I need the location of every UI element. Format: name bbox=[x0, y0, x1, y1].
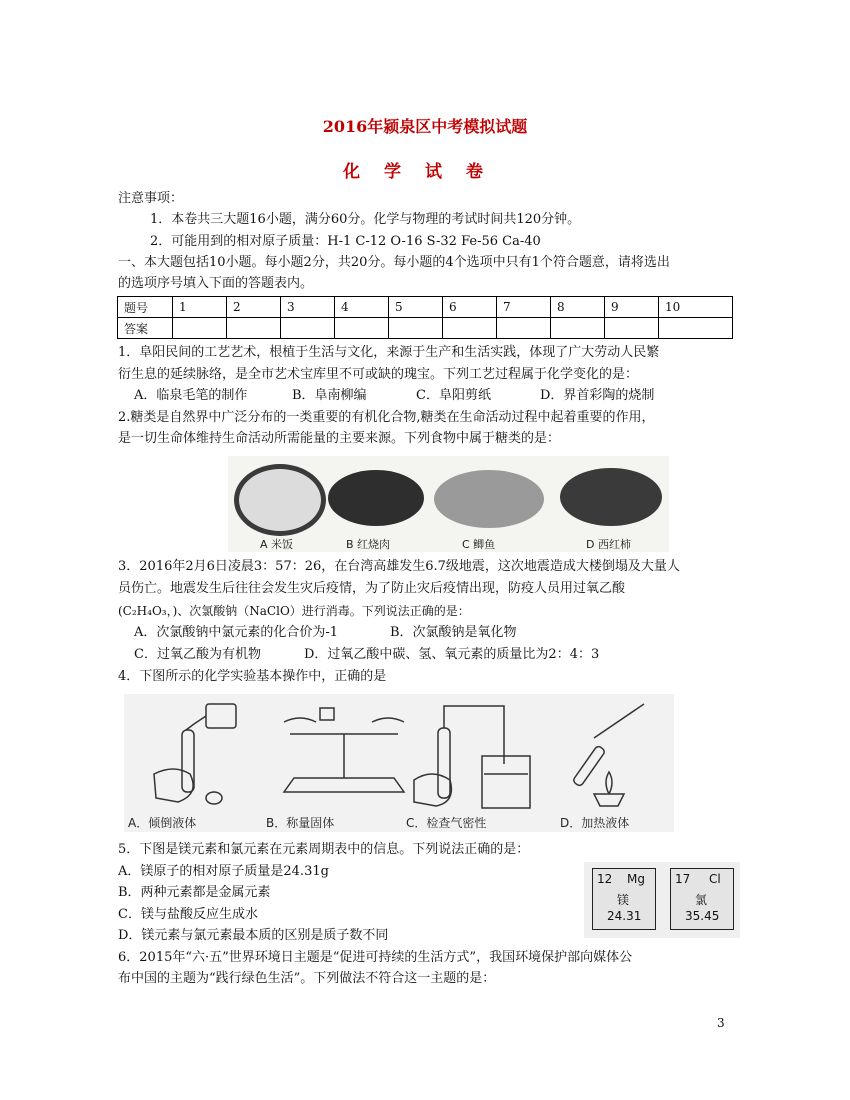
page-number: 3 bbox=[717, 1016, 725, 1030]
food-caption-b: B 红烧肉 bbox=[346, 538, 391, 551]
answer-table-number: 5 bbox=[389, 297, 443, 318]
answer-cell[interactable] bbox=[605, 318, 659, 339]
answer-table-number: 7 bbox=[497, 297, 551, 318]
lab-operations-image bbox=[124, 694, 674, 832]
mg-atomic-number: 12 bbox=[597, 872, 613, 886]
notice-item-2: 2．可能用到的相对原子质量：H-1 C-12 O-16 S-32 Fe-56 Ca-40 bbox=[150, 234, 541, 249]
lab-caption-a: A．倾倒液体 bbox=[128, 816, 197, 830]
weight-shape bbox=[320, 708, 334, 720]
q1-option-c: C．阜阳剪纸 bbox=[416, 388, 491, 403]
answer-cell[interactable] bbox=[659, 318, 733, 339]
q1-stem-2: 衍生息的延续脉络，是全市艺术宝库里不可或缺的瑰宝。下列工艺过程属于化学变化的是： bbox=[118, 367, 639, 382]
q5-option-a: A．镁原子的相对原子质量是24.31g bbox=[118, 864, 329, 879]
food-photos bbox=[228, 456, 669, 552]
hand-c-shape bbox=[414, 774, 451, 806]
mg-name: 镁 bbox=[617, 893, 630, 907]
flame-shape bbox=[606, 772, 612, 794]
answer-table-number: 2 bbox=[227, 297, 281, 318]
answer-table-number: 8 bbox=[551, 297, 605, 318]
q3-stem-2: 员伤亡。地震发生后往往会发生灾后疫情，为了防止灾后疫情出现，防疫人员用过氧乙酸 bbox=[118, 581, 626, 596]
cl-atomic-mass: 35.45 bbox=[685, 909, 720, 923]
q6-stem-1: 6．2015年“六·五”世界环境日主题是“促进可持续的生活方式”，我国环境保护部向媒体公 bbox=[118, 950, 633, 965]
answer-table-label-number: 题号 bbox=[118, 297, 173, 318]
lab-caption-c: C．检查气密性 bbox=[406, 816, 487, 830]
braised-pork-image bbox=[328, 470, 424, 526]
q5-option-c: C．镁与盐酸反应生成水 bbox=[118, 907, 258, 922]
crucian-fish-image bbox=[434, 470, 544, 528]
notice-heading: 注意事项： bbox=[118, 191, 184, 206]
pouring-stream-shape bbox=[186, 716, 206, 730]
notice-item-1: 1．本卷共三大题16小题，满分60分。化学与物理的考试时间共120分钟。 bbox=[150, 212, 581, 227]
answer-cell[interactable] bbox=[551, 318, 605, 339]
q1-option-b: B．阜南柳编 bbox=[292, 388, 367, 403]
tomato-image bbox=[560, 468, 662, 526]
cl-symbol: Cl bbox=[709, 872, 721, 886]
section1-intro-1: 一、本大题包括10小题。每小题2分，共20分。每小题的4个选项中只有1个符合题意，请将选出 bbox=[118, 255, 670, 270]
chlorine-cell bbox=[670, 868, 734, 930]
rice-bowl-image bbox=[234, 464, 326, 536]
q5-option-b: B．两种元素都是金属元素 bbox=[118, 885, 271, 900]
test-tube-c-shape bbox=[438, 728, 450, 798]
answer-cell[interactable] bbox=[281, 318, 335, 339]
left-pan-shape bbox=[284, 718, 316, 722]
answer-table-number: 9 bbox=[605, 297, 659, 318]
q3-stem-1: 3．2016年2月6日凌晨3：57：26，在台湾高雄发生6.7级地震，这次地震造成大楼倒塌及大量人 bbox=[118, 559, 680, 574]
food-caption-a: A 米饭 bbox=[260, 538, 294, 551]
alcohol-lamp-shape bbox=[594, 794, 624, 806]
answer-cell[interactable] bbox=[443, 318, 497, 339]
answer-table-number: 6 bbox=[443, 297, 497, 318]
q5-option-d: D．镁元素与氯元素最本质的区别是质子数不同 bbox=[118, 928, 389, 943]
mg-atomic-mass: 24.31 bbox=[607, 909, 642, 923]
answer-table-number: 4 bbox=[335, 297, 389, 318]
test-tube-d-shape bbox=[572, 745, 605, 787]
q3-option-c: C．过氧乙酸为有机物 bbox=[134, 647, 261, 662]
exam-subtitle: 化学试卷 bbox=[343, 162, 507, 182]
q1-option-a: A．临泉毛笔的制作 bbox=[134, 388, 248, 403]
answer-table bbox=[117, 296, 733, 339]
lab-caption-b: B．称量固体 bbox=[266, 816, 335, 830]
q3-option-b: B．次氯酸钠是氧化物 bbox=[390, 625, 517, 640]
answer-cell[interactable] bbox=[335, 318, 389, 339]
mg-symbol: Mg bbox=[627, 872, 645, 886]
cl-name: 氯 bbox=[695, 893, 708, 907]
hand-a-shape bbox=[154, 769, 193, 802]
q2-stem-1: 2.糖类是自然界中广泛分布的一类重要的有机化合物,糖类在生命活动过程中起着重要的作用， bbox=[118, 410, 655, 425]
q4-stem: 4．下图所示的化学实验基本操作中，正确的是 bbox=[118, 669, 387, 684]
q1-option-d: D．界首彩陶的烧制 bbox=[540, 388, 655, 403]
answer-table-row-answers bbox=[118, 318, 733, 339]
periodic-table-image bbox=[584, 862, 740, 938]
cl-atomic-number: 17 bbox=[675, 872, 691, 886]
q1-stem-1: 1．阜阳民间的工艺艺术，根植于生活与文化，来源于生产和生活实践，体现了广大劳动人民繁 bbox=[118, 345, 660, 360]
q3-option-d: D．过氧乙酸中碳、氢、氧元素的质量比为2：4：3 bbox=[304, 647, 600, 662]
right-pan-shape bbox=[372, 718, 404, 722]
answer-table-number: 3 bbox=[281, 297, 335, 318]
answer-cell[interactable] bbox=[389, 318, 443, 339]
lab-caption-d: D．加热液体 bbox=[560, 816, 630, 830]
food-caption-d: D 西红柿 bbox=[586, 538, 631, 551]
reagent-bottle-shape bbox=[206, 704, 236, 728]
answer-table-number: 1 bbox=[173, 297, 227, 318]
test-tube-holder-shape bbox=[594, 704, 644, 738]
exam-title: 2016年颍泉区中考模拟试题 bbox=[322, 117, 528, 136]
answer-cell[interactable] bbox=[497, 318, 551, 339]
answer-table-row-numbers bbox=[118, 297, 733, 318]
lab-operations-drawing bbox=[124, 694, 674, 832]
q3-stem-3: (C₂H₄O₃，)、次氯酸钠（NaClO）进行消毒。下列说法正确的是： bbox=[118, 604, 470, 618]
bottle-cap-shape bbox=[206, 792, 222, 804]
beaker-shape bbox=[482, 756, 530, 808]
answer-cell[interactable] bbox=[227, 318, 281, 339]
q6-stem-2: 布中国的主题为“践行绿色生活”。下列做法不符合这一主题的是： bbox=[118, 971, 496, 986]
answer-table-number: 10 bbox=[659, 297, 733, 318]
balance-base-shape bbox=[284, 778, 404, 792]
magnesium-cell bbox=[592, 868, 656, 930]
food-caption-c: C 鲫鱼 bbox=[462, 538, 496, 551]
q2-stem-2: 是一切生命体维持生命活动所需能量的主要来源。下列食物中属于糖类的是： bbox=[118, 431, 561, 446]
section1-intro-2: 的选项序号填入下面的答题表内。 bbox=[118, 276, 314, 291]
answer-cell[interactable] bbox=[173, 318, 227, 339]
q5-stem: 5．下图是镁元素和氯元素在元素周期表中的信息。下列说法正确的是： bbox=[118, 842, 530, 857]
answer-table-label-answer: 答案 bbox=[118, 318, 173, 339]
q3-option-a: A．次氯酸钠中氯元素的化合价为-1 bbox=[134, 625, 339, 640]
